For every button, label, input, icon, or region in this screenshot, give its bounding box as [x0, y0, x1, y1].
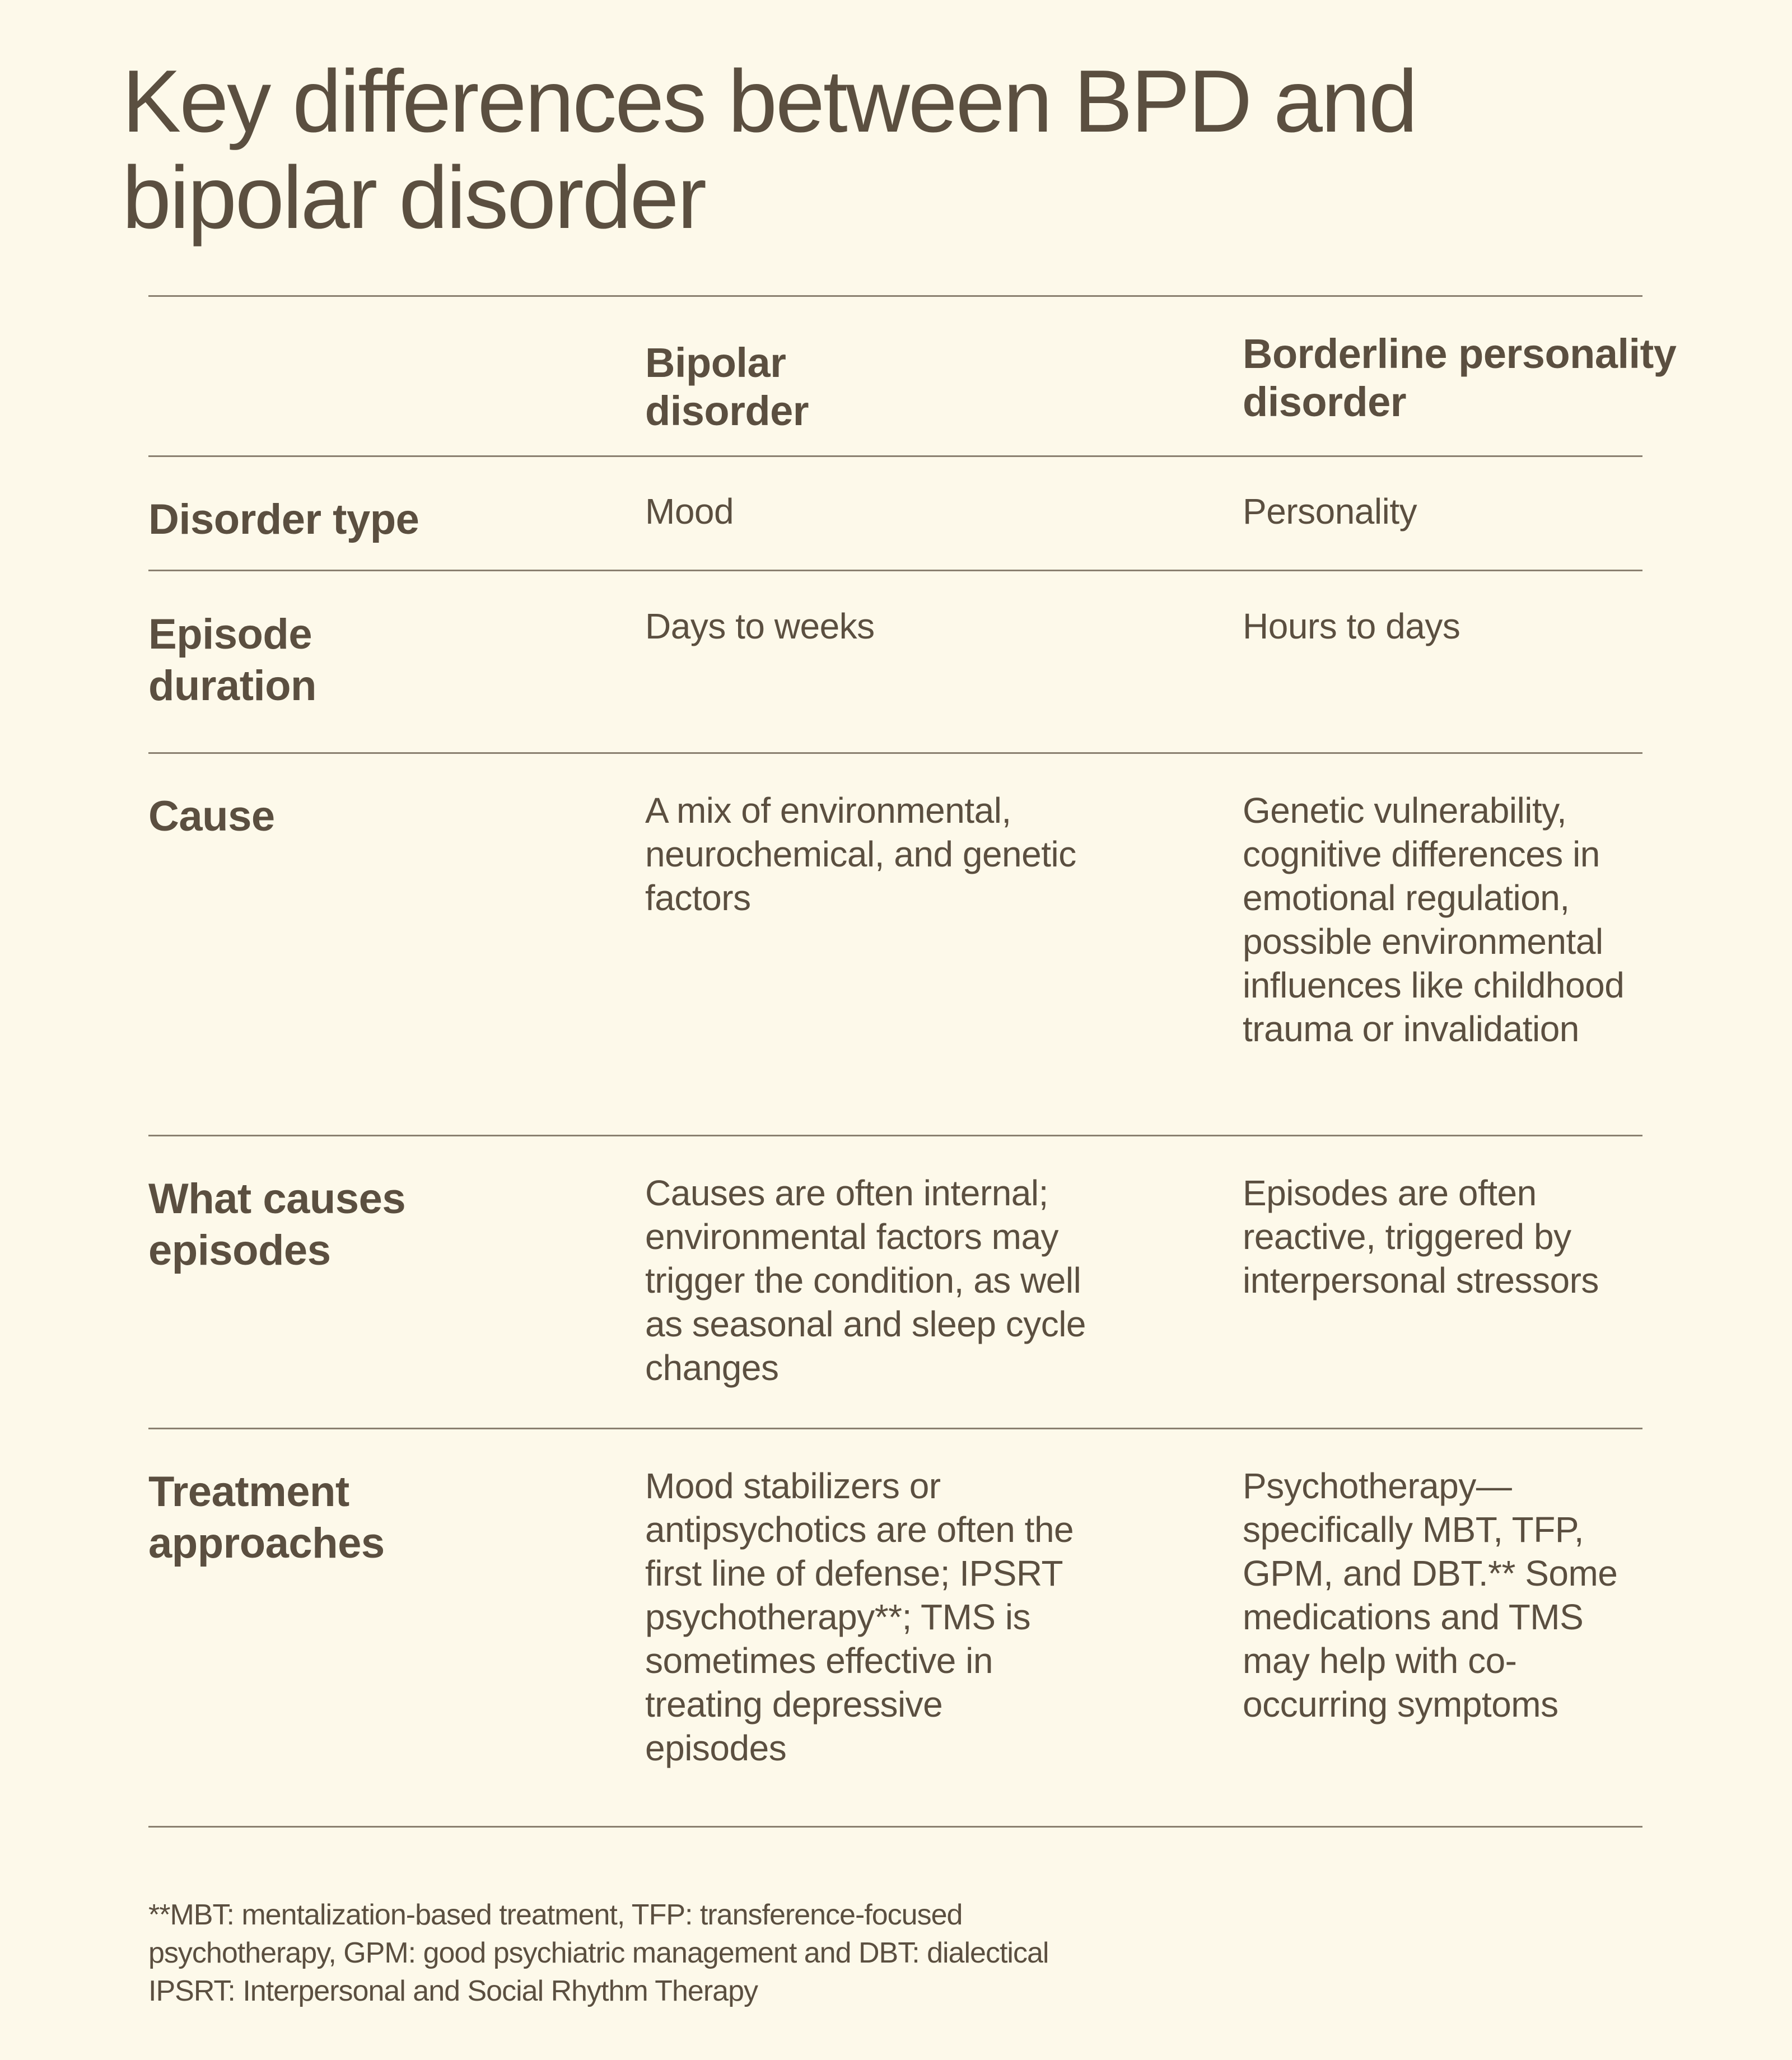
row-label: Treatment approaches [148, 1468, 385, 1567]
bpd-cell: Psychotherapy—specifically MBT, TFP, GPM, and DBT.** Some medications and TMS may help with co-occurring symptoms [1243, 1466, 1618, 1725]
bipolar-cell: Mood [645, 491, 734, 532]
page-title: Key differences between BPD and bipolar disorder [122, 52, 1416, 247]
footnote-line: psychotherapy, GPM: good psychiatric management and DBT: dialectical [148, 1937, 1049, 1969]
divider [148, 1826, 1642, 1828]
bipolar-cell: Mood stabilizers or antipsychotics are often the first line of defense; IPSRT psychotherapy**; TMS is sometimes effective in treating depressive episodes [645, 1466, 1074, 1768]
footnote-line: **MBT: mentalization-based treatment, TFP: transference-focused [148, 1899, 963, 1931]
column-header-bpd: Borderline personality disorder [1243, 330, 1677, 425]
divider [148, 295, 1642, 297]
footnote-line: IPSRT: Interpersonal and Social Rhythm Therapy [148, 1975, 758, 2007]
row-label: What causes episodes [148, 1175, 406, 1274]
bipolar-cell: Causes are often internal; environmental factors may trigger the condition, as well as seasonal and sleep cycle changes [645, 1173, 1086, 1388]
divider [148, 1135, 1642, 1136]
bpd-cell: Genetic vulnerability, cognitive differences in emotional regulation, possible environmental influences like childhood trauma or invalidation [1243, 790, 1625, 1049]
bipolar-cell: Days to weeks [645, 606, 875, 646]
divider [148, 570, 1642, 571]
divider [148, 752, 1642, 754]
bipolar-cell: A mix of environmental, neurochemical, and genetic factors [645, 790, 1076, 918]
footnote [148, 1896, 1548, 2010]
divider [148, 1428, 1642, 1429]
row-label: Episode duration [148, 610, 316, 710]
bpd-cell: Personality [1243, 491, 1417, 532]
bpd-cell: Hours to days [1243, 606, 1460, 646]
row-label: Disorder type [148, 496, 419, 543]
row-label: Cause [148, 793, 275, 840]
divider [148, 455, 1642, 457]
bpd-cell: Episodes are often reactive, triggered by interpersonal stressors [1243, 1173, 1599, 1301]
column-header-bipolar: Bipolar disorder [645, 339, 809, 434]
